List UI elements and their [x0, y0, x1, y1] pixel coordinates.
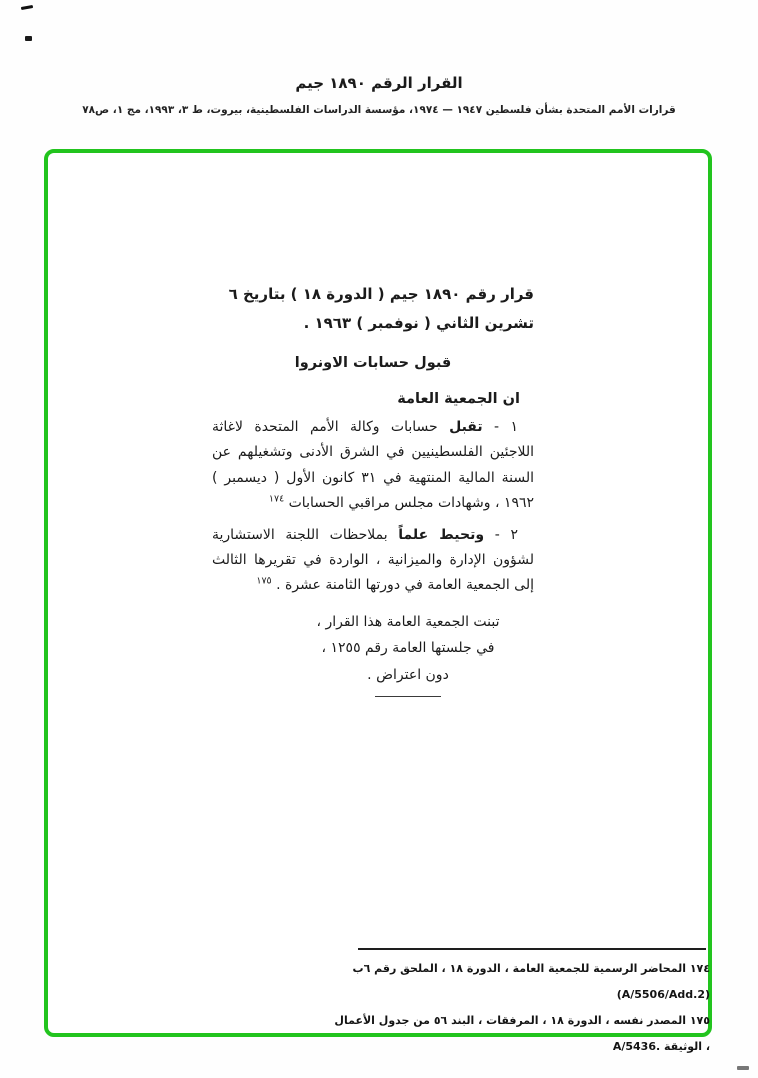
operative-paragraph-2	[212, 523, 534, 599]
operative-verb: وتحيط علماً	[398, 526, 485, 543]
footnote-number: ١٧٤	[686, 962, 710, 975]
preamble-line: ان الجمعية العامة	[397, 391, 520, 408]
scan-artifact	[25, 36, 32, 41]
footnote-number: ١٧٥	[686, 1013, 710, 1027]
footnote-ref-175: ١٧٥	[256, 575, 272, 587]
paragraph-text: حسابات وكالة الأمم المتحدة لاغاثة اللاجئين الفلسطينيين في الشرق الأدنى وتشغيلهم عن السنة المالية المنتهية في ٣١ كانون الأول ( ديسمبر ) ١٩٦٢ ، وشهادات مجلس مراقبي الحسابات	[212, 419, 534, 511]
footnote-doc-symbol: (A/5506/Add.2)	[616, 987, 710, 1001]
operative-paragraph-1	[212, 415, 534, 516]
adoption-line: دون اعتراض .	[367, 666, 449, 683]
footnote-divider	[358, 948, 706, 950]
scan-artifact	[737, 1066, 749, 1070]
operative-verb: تقبل	[449, 419, 483, 436]
footnotes-section	[330, 956, 710, 1059]
footnote-175	[330, 1008, 710, 1060]
adoption-note	[282, 609, 534, 698]
footnote-174	[330, 956, 710, 1008]
adoption-line: تبنت الجمعية العامة هذا القرار ،	[316, 613, 500, 630]
footnote-text: المصدر نفسه ، الدورة ١٨ ، المرفقات ، البند ٥٦ من جدول الأعمال ، الوثيقة	[334, 1013, 710, 1053]
adoption-line: في جلستها العامة رقم ١٢٥٥ ،	[321, 640, 495, 657]
resolution-body	[212, 280, 534, 697]
scan-artifact	[21, 5, 33, 10]
end-divider	[375, 696, 441, 697]
footnote-text: المحاضر الرسمية للجمعية العامة ، الدورة ١٨ ، الملحق رقم ٦ب	[352, 962, 686, 975]
document-title: القرار الرقم ١٨٩٠ جيم	[295, 74, 463, 92]
footnote-doc-symbol: A/5436.	[612, 1039, 661, 1053]
paragraph-text: بملاحظات اللجنة الاستشارية لشؤون الإدارة والميزانية ، الواردة في تقريرها الثالث إلى الجمعية العامة في دورتها الثامنة عشرة .	[212, 526, 534, 594]
resolution-heading: قرار رقم ١٨٩٠ جيم ( الدورة ١٨ ) بتاريخ ٦ تشرين الثاني ( نوفمبر ) ١٩٦٣ .	[228, 285, 534, 332]
paragraph-number: ١ -	[482, 419, 519, 436]
footnote-ref-174: ١٧٤	[268, 493, 285, 505]
document-source-line: قرارات الأمم المتحدة بشأن فلسطين ١٩٤٧ — ١٩٧٤، مؤسسة الدراسات الفلسطينية، بيروت، ط ٣، ١٩٩٣، مج ١، ص٧٨	[82, 104, 676, 116]
paragraph-number: ٢ -	[484, 526, 518, 543]
resolution-subtitle: قبول حسابات الاونروا	[294, 355, 452, 371]
